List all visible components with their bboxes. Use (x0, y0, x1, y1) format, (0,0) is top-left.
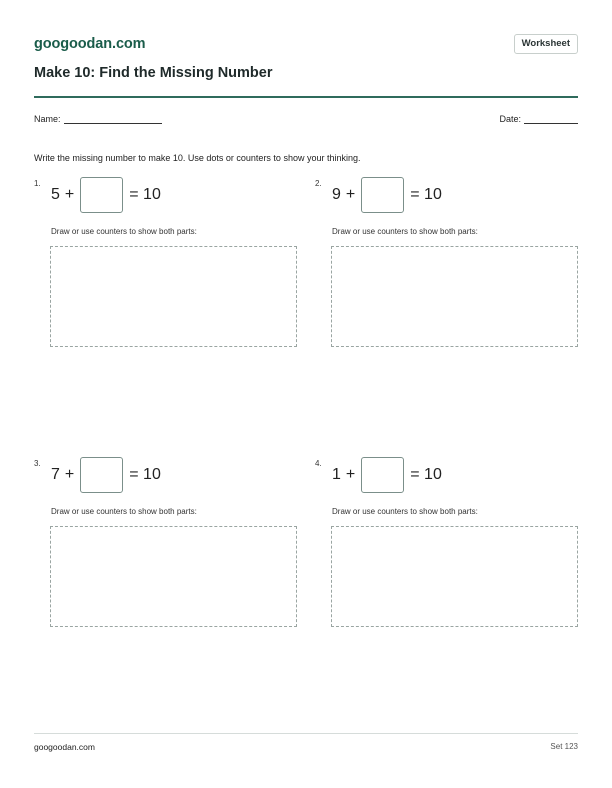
equals-ten: = 10 (129, 186, 161, 203)
plus-sign: + (345, 466, 356, 483)
problem-number: 4. (315, 459, 322, 468)
plus-sign: + (64, 466, 75, 483)
problem-3 (34, 457, 280, 637)
draw-prompt: Draw or use counters to show both parts: (51, 227, 197, 236)
footer-site: googoodan.com (34, 742, 95, 752)
equation (332, 457, 442, 493)
addend: 9 (332, 186, 341, 203)
worksheet-badge: Worksheet (514, 34, 578, 54)
addend: 5 (51, 186, 60, 203)
date-field (499, 114, 578, 124)
problem-number: 1. (34, 179, 41, 188)
equation (51, 457, 161, 493)
page-title: Make 10: Find the Missing Number (34, 65, 273, 81)
drawing-area[interactable] (331, 526, 578, 627)
plus-sign: + (345, 186, 356, 203)
equation (51, 177, 161, 213)
header-divider (34, 96, 578, 98)
drawing-area[interactable] (50, 246, 297, 347)
addend: 7 (51, 466, 60, 483)
name-blank[interactable] (64, 114, 162, 124)
equals-ten: = 10 (129, 466, 161, 483)
date-blank[interactable] (524, 114, 578, 124)
brand-logo-text: googoodan.com (34, 36, 146, 52)
draw-prompt: Draw or use counters to show both parts: (332, 507, 478, 516)
name-field (34, 114, 162, 124)
footer-set-label: Set 123 (550, 742, 578, 751)
name-label: Name: (34, 114, 61, 124)
problem-number: 3. (34, 459, 41, 468)
plus-sign: + (64, 186, 75, 203)
answer-box[interactable] (361, 457, 404, 493)
equation (332, 177, 442, 213)
answer-box[interactable] (361, 177, 404, 213)
answer-box[interactable] (80, 177, 123, 213)
problem-number: 2. (315, 179, 322, 188)
problem-4 (315, 457, 561, 637)
footer-divider (34, 733, 578, 734)
draw-prompt: Draw or use counters to show both parts: (51, 507, 197, 516)
draw-prompt: Draw or use counters to show both parts: (332, 227, 478, 236)
date-label: Date: (499, 114, 521, 124)
addend: 1 (332, 466, 341, 483)
equals-ten: = 10 (410, 466, 442, 483)
drawing-area[interactable] (331, 246, 578, 347)
problem-1 (34, 177, 280, 357)
problem-2 (315, 177, 561, 357)
instructions: Write the missing number to make 10. Use dots or counters to show your thinking. (34, 153, 361, 163)
answer-box[interactable] (80, 457, 123, 493)
equals-ten: = 10 (410, 186, 442, 203)
drawing-area[interactable] (50, 526, 297, 627)
